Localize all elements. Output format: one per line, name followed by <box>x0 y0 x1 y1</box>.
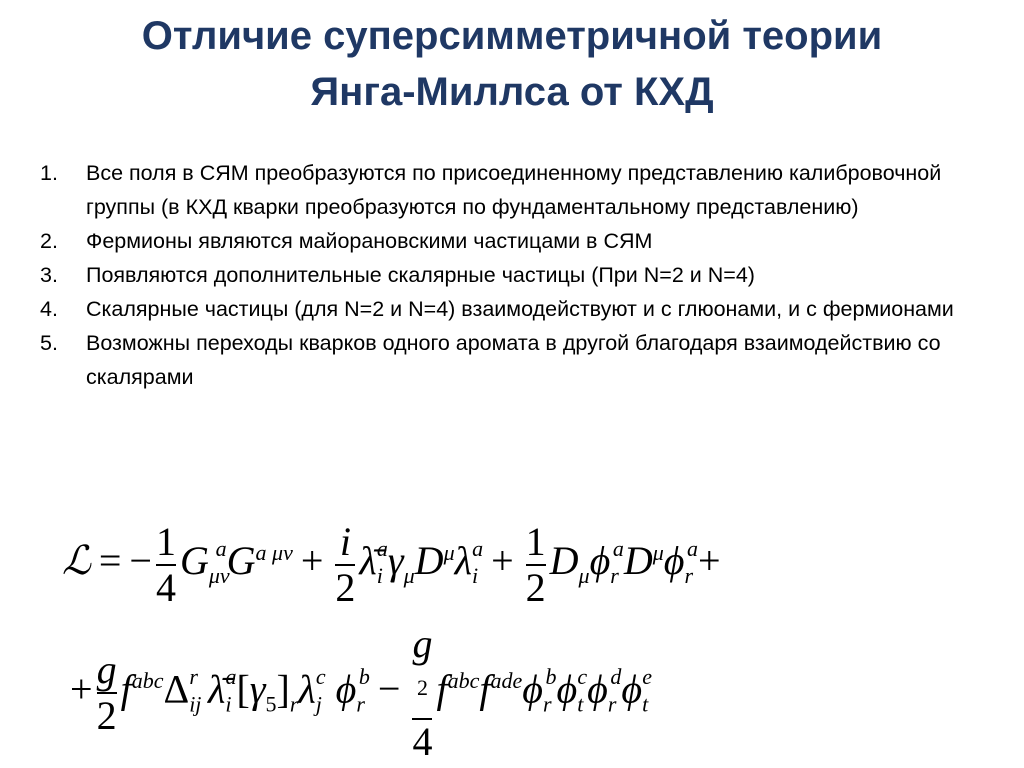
slide-title-line1: Отличие суперсимметричной теории <box>141 14 883 58</box>
list-item-number: 1. <box>40 161 58 185</box>
list-item <box>40 326 1000 394</box>
list-item <box>40 156 1000 224</box>
list-item-text: Фермионы являются майорановскими частицами в СЯМ <box>86 229 653 253</box>
list-item-text: Все поля в СЯМ преобразуются по присоединенному представлению калибровочной группы (в КХД кварки преобразуются по фундаментальному представлению) <box>86 161 942 219</box>
slide-title-line2: Янга-Миллса от КХД <box>310 70 714 114</box>
list-item-text: Скалярные частицы (для N=2 и N=4) взаимодействуют и с глюонами, и с фермионами <box>86 297 954 321</box>
list-item <box>40 258 1000 292</box>
list-item-number: 4. <box>40 297 58 321</box>
differences-list <box>40 156 1000 394</box>
list-item-text: Возможны переходы кварков одного аромата в другой благодаря взаимодействию со скалярами <box>86 331 941 389</box>
lagrangian-formula-line2: + $\frac{g}{2}$ $f^{abc}\Delta_{ij}^r$ $\lambdā_i^a[\gamma_5]_r\lambda_j^c$ $\phi_r^b$ − g $^2$ 4 $f^{abc}f^{ade}\phi_r^b\phi_t^c\phi_r^d\phi_t^e$ <box>70 621 652 765</box>
list-item <box>40 224 1000 258</box>
list-item-number: 3. <box>40 263 58 287</box>
list-item-number: 5. <box>40 331 58 355</box>
lagrangian-formula-line1: ℒ = − $\frac{1}{4}$ $G_{\mu\nu}^aG^{a \mu\nu}$ + $\frac{i}{2}$ $\lambdā_i^a\gamma_\mu D^\mu\lambda_i^a$ + $\frac{1}{2}$ $D_\mu\phi_r^aD^\mu\phi_r^a+$ <box>62 519 721 610</box>
list-item-number: 2. <box>40 229 58 253</box>
list-item <box>40 292 1000 326</box>
slide-title <box>0 8 1024 120</box>
list-item-text: Появляются дополнительные скалярные частицы (При N=2 и N=4) <box>86 263 755 287</box>
